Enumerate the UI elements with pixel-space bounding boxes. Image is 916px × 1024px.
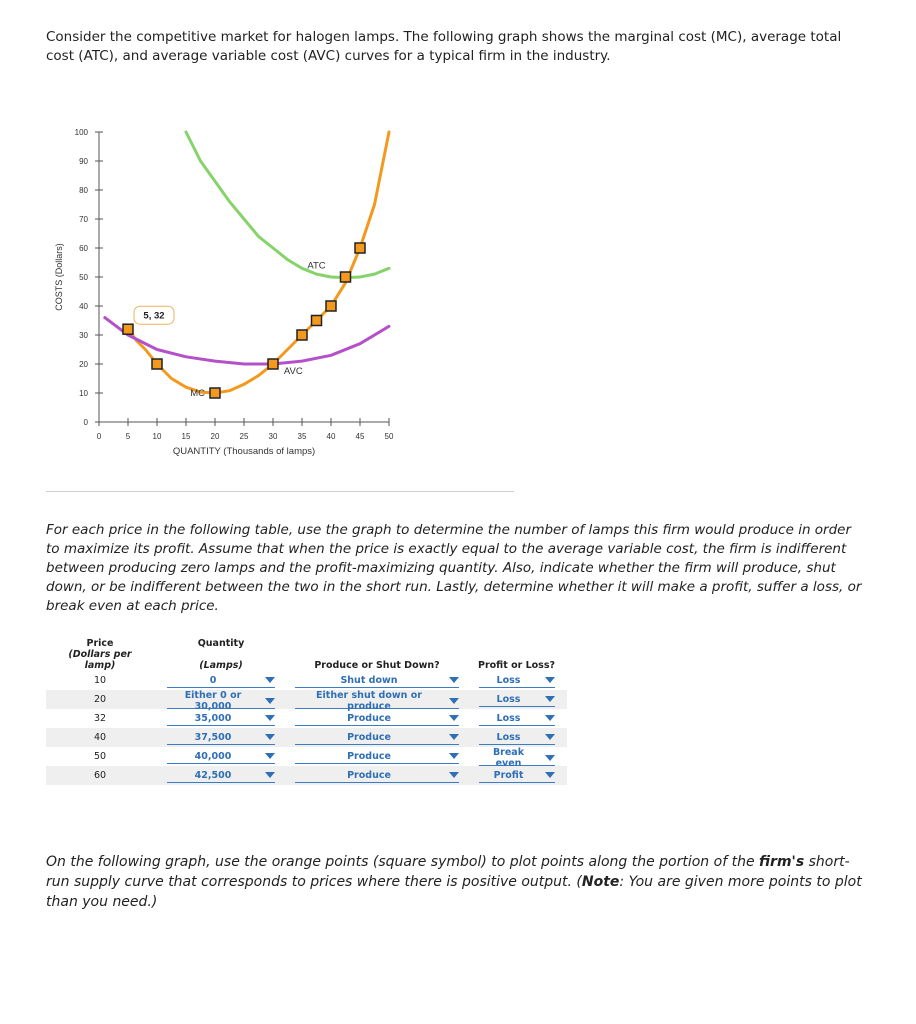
dropdown-arrow-icon [265, 753, 275, 759]
price-cell: 20 [46, 690, 154, 709]
y-tick-label: 40 [79, 302, 88, 311]
decision-dropdown[interactable] [295, 690, 459, 713]
x-tick-label: 50 [384, 432, 394, 441]
profit-cell [466, 728, 567, 747]
profit-cell [466, 709, 567, 728]
orange-point [341, 272, 351, 282]
profit-dropdown-value: Loss [496, 712, 521, 724]
dropdown-arrow-icon [265, 715, 275, 721]
orange-point [312, 316, 322, 326]
decision-dropdown[interactable] [295, 731, 459, 745]
y-tick-label: 50 [79, 273, 88, 282]
quantity-cell [154, 690, 288, 713]
decision-dropdown-value: Shut down [340, 674, 398, 686]
dropdown-arrow-icon [265, 772, 275, 778]
profit-dropdown-value: Profit [493, 769, 524, 781]
decision-cell [288, 766, 466, 785]
x-tick-label: 40 [326, 432, 336, 441]
y-tick-label: 20 [79, 360, 88, 369]
profit-dropdown-value: Loss [496, 693, 521, 705]
x-axis-label: QUANTITY (Thousands of lamps) [172, 446, 316, 457]
orange-point [123, 324, 133, 334]
point-label: 5, 32 [143, 310, 165, 322]
mc-curve [128, 132, 389, 393]
dropdown-arrow-icon [449, 715, 459, 721]
dropdown-arrow-icon [449, 734, 459, 740]
price-cell: 60 [46, 766, 154, 785]
plot-instr-part-a: On the following graph, use the orange points (square symbol) to plot points along the portion of the [46, 854, 760, 870]
dropdown-arrow-icon [545, 772, 555, 778]
decision-dropdown-value: Produce [347, 731, 391, 743]
results-table-body [46, 671, 567, 785]
quantity-cell [154, 766, 288, 785]
dropdown-arrow-icon [449, 698, 459, 704]
quantity-dropdown[interactable] [167, 712, 275, 726]
decision-dropdown[interactable] [295, 674, 459, 688]
decision-dropdown[interactable] [295, 712, 459, 726]
quantity-dropdown-value: Either 0 or 30,000 [184, 690, 242, 713]
y-tick-label: 30 [79, 331, 88, 340]
quantity-dropdown[interactable] [167, 690, 275, 713]
dropdown-arrow-icon [545, 734, 555, 740]
quantity-dropdown-value: 42,500 [194, 769, 232, 781]
x-tick-label: 10 [152, 432, 162, 441]
results-table [46, 632, 567, 785]
plot-instr-firms: firm's [759, 854, 805, 870]
x-tick-label: 35 [297, 432, 307, 441]
quantity-cell [154, 709, 288, 728]
plot-instr-part-e: : You are given more points to plot than you need.) [46, 874, 862, 910]
table-row [46, 728, 567, 747]
orange-point [152, 359, 162, 369]
dropdown-arrow-icon [449, 772, 459, 778]
dropdown-arrow-icon [265, 734, 275, 740]
profit-dropdown[interactable] [479, 769, 555, 783]
profit-header: Profit or Loss? [478, 660, 555, 671]
y-tick-label: 0 [83, 418, 88, 427]
quantity-dropdown[interactable] [167, 731, 275, 745]
orange-point [326, 301, 336, 311]
profit-dropdown[interactable] [479, 674, 555, 688]
plot-instr-part-c: short-run supply curve that corresponds to prices where there is positive output. ( [46, 854, 850, 890]
dropdown-arrow-icon [545, 696, 555, 702]
y-axis-label: COSTS (Dollars) [54, 243, 64, 311]
profit-cell [466, 766, 567, 785]
profit-cell [466, 747, 567, 770]
instructions-text: For each price in the following table, use the graph to determine the number of lamps this firm would produce in order to maximize its profit. Assume that when the price is exactly equal to the average variable cost, the firm is indifferent between producing zero lamps and the profit-maximizing quantity. Also, indicate whether the firm will produce, shut down, or be indifferent between the two in the short run. Lastly, determine whether it will make a profit, suffer a loss, or break even at each price. [46, 522, 862, 614]
table-row [46, 690, 567, 709]
price-unit-header: (Dollars per lamp) [68, 649, 132, 671]
y-tick-label: 100 [74, 128, 88, 137]
quantity-dropdown-value: 37,500 [194, 731, 232, 743]
price-cell: 10 [93, 675, 107, 686]
decision-dropdown-value: Either shut down or produce [316, 690, 422, 713]
decision-dropdown[interactable] [295, 769, 459, 783]
orange-point [297, 330, 307, 340]
quantity-header: Quantity [197, 638, 245, 649]
plot-instr-note: Note [581, 874, 620, 890]
decision-header: Produce or Shut Down? [314, 660, 440, 671]
intro-text: Consider the competitive market for halogen lamps. The following graph shows the marginal cost (MC), average total cost (ATC), and average variable cost (AVC) curves for a typical firm in the industry. [46, 29, 842, 64]
y-tick-label: 10 [79, 389, 88, 398]
table-row [46, 747, 567, 766]
quantity-dropdown[interactable] [167, 674, 275, 688]
quantity-dropdown[interactable] [167, 769, 275, 783]
decision-cell [288, 747, 466, 766]
dropdown-arrow-icon [449, 677, 459, 683]
x-tick-label: 0 [96, 432, 102, 441]
quantity-cell [154, 747, 288, 766]
decision-cell [288, 671, 466, 690]
profit-dropdown[interactable] [479, 712, 555, 726]
decision-cell [288, 728, 466, 747]
quantity-dropdown-value: 35,000 [194, 712, 232, 724]
profit-cell [466, 671, 567, 690]
decision-dropdown-value: Produce [347, 750, 391, 762]
y-tick-label: 70 [79, 215, 88, 224]
x-tick-label: 25 [239, 432, 249, 441]
mc-label: MC [190, 387, 205, 399]
avc-label: AVC [283, 366, 303, 378]
atc-curve [186, 132, 389, 278]
orange-point [210, 388, 220, 398]
quantity-dropdown-value: 40,000 [194, 750, 232, 762]
x-tick-label: 5 [125, 432, 131, 441]
atc-label: ATC [307, 260, 326, 272]
quantity-dropdown[interactable] [167, 750, 275, 764]
decision-dropdown-value: Produce [347, 769, 391, 781]
profit-dropdown[interactable] [479, 731, 555, 745]
dropdown-arrow-icon [545, 755, 555, 761]
x-tick-label: 45 [355, 432, 365, 441]
decision-cell [288, 690, 466, 713]
dropdown-arrow-icon [545, 715, 555, 721]
price-cell: 40 [46, 728, 154, 747]
y-tick-label: 90 [79, 157, 88, 166]
dropdown-arrow-icon [265, 698, 275, 704]
profit-dropdown-value: Loss [496, 731, 521, 743]
decision-dropdown-value: Produce [347, 712, 391, 724]
quantity-cell [154, 671, 288, 690]
table-row [46, 709, 567, 728]
price-cell: 32 [93, 713, 107, 724]
x-tick-label: 20 [210, 432, 220, 441]
profit-dropdown-value: Loss [496, 674, 521, 686]
plot-instructions [46, 852, 866, 912]
divider [46, 491, 514, 492]
quantity-cell [154, 728, 288, 747]
orange-point [268, 359, 278, 369]
decision-dropdown[interactable] [295, 750, 459, 764]
orange-point [355, 243, 365, 253]
x-tick-label: 15 [181, 432, 191, 441]
profit-dropdown[interactable] [479, 747, 555, 770]
dropdown-arrow-icon [545, 677, 555, 683]
table-row [46, 766, 567, 785]
dropdown-arrow-icon [449, 753, 459, 759]
cost-curves-chart [40, 115, 420, 465]
table-row [46, 671, 567, 690]
profit-dropdown-value: Break even [492, 747, 525, 770]
quantity-unit-header: (Lamps) [199, 660, 243, 671]
price-header: Price [86, 638, 114, 649]
x-tick-label: 30 [268, 432, 278, 441]
profit-cell [466, 690, 567, 709]
quantity-dropdown-value: 0 [209, 674, 217, 686]
profit-dropdown[interactable] [479, 693, 555, 707]
decision-cell [288, 709, 466, 728]
price-cell: 50 [93, 751, 107, 762]
dropdown-arrow-icon [265, 677, 275, 683]
y-tick-label: 60 [79, 244, 88, 253]
y-tick-label: 80 [79, 186, 88, 195]
